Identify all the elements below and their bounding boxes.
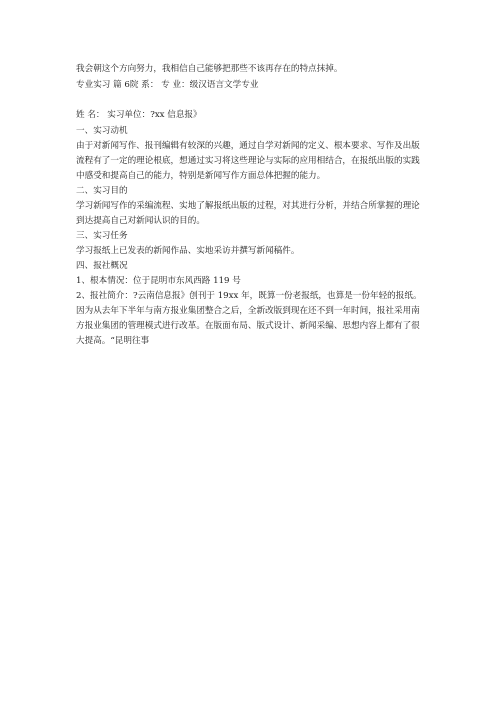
list-item: 1、根本情况：位于昆明市东风西路 119 号 [76,276,241,286]
section-heading-overview: 四、报社概况 [76,261,128,271]
paragraph-line: 因为从去年下半年与南方报业集团整合之后，全新改版到现在还不到一年时间，报社采用南 [76,306,420,316]
section-heading-tasks: 三、实习任务 [76,231,128,241]
paragraph-line: 学习新闻写作的采编流程、实地了解报纸出版的过程，对其进行分析，并结合所掌握的理论 [76,201,420,211]
paragraph-line: 学习报纸上已发表的新闻作品、实地采访并撰写新闻稿件。 [76,246,300,256]
paragraph-line: 流程有了一定的理论根底，想通过实习将这些理论与实际的应用相结合，在报纸出版的实践 [76,156,420,166]
name-line: 姓 名： 实习单位：?xx 信息报》 [76,110,202,120]
header-line: 专业实习 篇 6院 系： 专 业：级汉语言文学专业 [76,80,259,90]
intro-line: 我会朝这个方向努力，我相信自己能够把那些不该再存在的特点抹掉。 [76,64,343,74]
paragraph-line: 大提高。“昆明往事 [76,336,150,346]
paragraph-line: 方报业集团的管理模式进行改革。在版面布局、版式设计、新闻采编、思想内容上都有了很 [76,321,420,331]
paragraph-line: 中感受和提高自己的能力，特别是新闻写作方面总体把握的能力。 [76,171,326,181]
paragraph-line: 到达提高自己对新闻认识的目的。 [76,216,205,226]
paragraph-line: 由于对新闻写作、报刊编辑有较深的兴趣，通过自学对新闻的定义、根本要求、写作及出版 [76,141,420,151]
section-heading-purpose: 二、实习目的 [76,186,128,196]
list-item: 2、报社简介：?云南信息报》创刊于 19xx 年，既算一份老报纸，也算是一份年轻的报纸。 [76,291,422,301]
section-heading-motivation: 一、实习动机 [76,126,128,136]
